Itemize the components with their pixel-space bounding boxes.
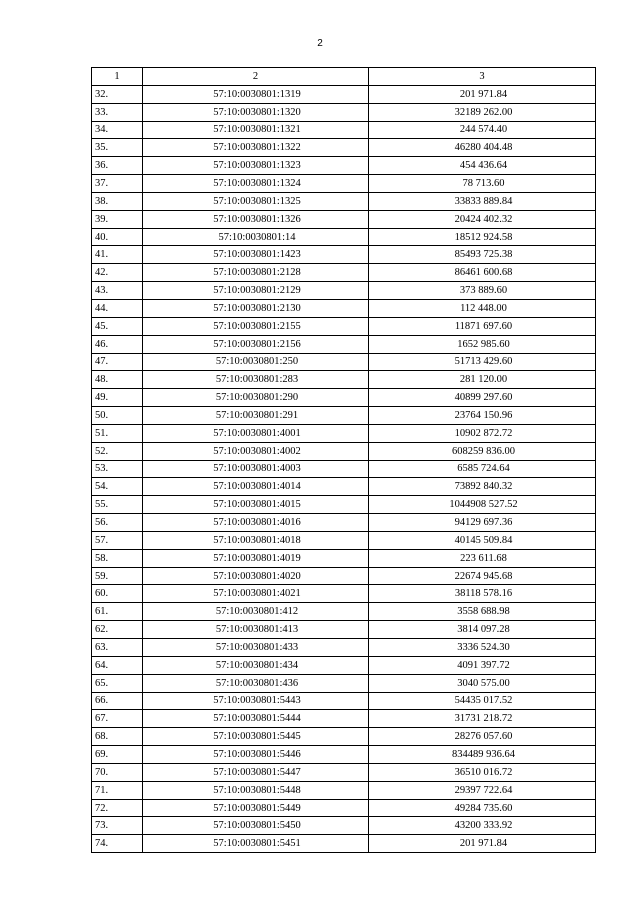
cadastral-number-cell: 57:10:0030801:412 [143, 603, 369, 621]
cadastral-value-cell: 32189 262.00 [369, 103, 596, 121]
cadastral-number-cell: 57:10:0030801:1320 [143, 103, 369, 121]
row-index-cell: 40. [92, 228, 143, 246]
cadastral-number-cell: 57:10:0030801:434 [143, 656, 369, 674]
row-index-cell: 41. [92, 246, 143, 264]
row-index-cell: 56. [92, 514, 143, 532]
row-index-cell: 37. [92, 175, 143, 193]
cadastral-number-cell: 57:10:0030801:291 [143, 407, 369, 425]
table-row [92, 371, 596, 389]
table-row [92, 210, 596, 228]
table-row [92, 656, 596, 674]
table-row [92, 228, 596, 246]
row-index-cell: 73. [92, 817, 143, 835]
table-row [92, 192, 596, 210]
cadastral-number-cell: 57:10:0030801:283 [143, 371, 369, 389]
cadastral-value-cell: 281 120.00 [369, 371, 596, 389]
table-row [92, 353, 596, 371]
table-row [92, 335, 596, 353]
row-index-cell: 38. [92, 192, 143, 210]
row-index-cell: 63. [92, 639, 143, 657]
row-index-cell: 58. [92, 549, 143, 567]
cadastral-value-cell: 36510 016.72 [369, 763, 596, 781]
table-row [92, 264, 596, 282]
row-index-cell: 34. [92, 121, 143, 139]
cadastral-number-cell: 57:10:0030801:4001 [143, 424, 369, 442]
cadastral-number-cell: 57:10:0030801:5447 [143, 763, 369, 781]
cadastral-number-cell: 57:10:0030801:1322 [143, 139, 369, 157]
cadastral-value-cell: 3040 575.00 [369, 674, 596, 692]
cadastral-number-cell: 57:10:0030801:4003 [143, 460, 369, 478]
table-row [92, 407, 596, 425]
row-index-cell: 61. [92, 603, 143, 621]
table-row [92, 799, 596, 817]
row-index-cell: 51. [92, 424, 143, 442]
cadastral-value-cell: 1044908 527.52 [369, 496, 596, 514]
table-row [92, 317, 596, 335]
cadastral-number-cell: 57:10:0030801:1326 [143, 210, 369, 228]
cadastral-value-cell: 46280 404.48 [369, 139, 596, 157]
row-index-cell: 62. [92, 621, 143, 639]
table-row [92, 175, 596, 193]
cadastral-number-cell: 57:10:0030801:5449 [143, 799, 369, 817]
row-index-cell: 71. [92, 781, 143, 799]
row-index-cell: 45. [92, 317, 143, 335]
row-index-cell: 64. [92, 656, 143, 674]
cadastral-number-cell: 57:10:0030801:5445 [143, 728, 369, 746]
cadastral-value-cell: 6585 724.64 [369, 460, 596, 478]
table-row [92, 692, 596, 710]
row-index-cell: 43. [92, 282, 143, 300]
row-index-cell: 60. [92, 585, 143, 603]
cadastral-value-cell: 244 574.40 [369, 121, 596, 139]
cadastral-number-cell: 57:10:0030801:14 [143, 228, 369, 246]
cadastral-value-cell: 11871 697.60 [369, 317, 596, 335]
row-index-cell: 52. [92, 442, 143, 460]
row-index-cell: 70. [92, 763, 143, 781]
row-index-cell: 48. [92, 371, 143, 389]
cadastral-value-cell: 28276 057.60 [369, 728, 596, 746]
cadastral-value-cell: 31731 218.72 [369, 710, 596, 728]
cadastral-value-cell: 38118 578.16 [369, 585, 596, 603]
table-row [92, 781, 596, 799]
cadastral-value-cell: 112 448.00 [369, 299, 596, 317]
cadastral-number-cell: 57:10:0030801:436 [143, 674, 369, 692]
table-row [92, 603, 596, 621]
table-row [92, 389, 596, 407]
cadastral-value-cell: 86461 600.68 [369, 264, 596, 282]
cadastral-value-table [91, 67, 596, 853]
cadastral-value-cell: 3336 524.30 [369, 639, 596, 657]
cadastral-value-cell: 201 971.84 [369, 835, 596, 853]
cadastral-number-cell: 57:10:0030801:413 [143, 621, 369, 639]
cadastral-value-cell: 43200 333.92 [369, 817, 596, 835]
row-index-cell: 46. [92, 335, 143, 353]
row-index-cell: 69. [92, 746, 143, 764]
table-row [92, 710, 596, 728]
cadastral-number-cell: 57:10:0030801:4021 [143, 585, 369, 603]
cadastral-number-cell: 57:10:0030801:5451 [143, 835, 369, 853]
cadastral-number-cell: 57:10:0030801:1324 [143, 175, 369, 193]
row-index-cell: 49. [92, 389, 143, 407]
cadastral-value-cell: 22674 945.68 [369, 567, 596, 585]
row-index-cell: 36. [92, 157, 143, 175]
table-row [92, 139, 596, 157]
table-row [92, 674, 596, 692]
cadastral-number-cell: 57:10:0030801:5444 [143, 710, 369, 728]
cadastral-number-cell: 57:10:0030801:4015 [143, 496, 369, 514]
table-header-row [92, 68, 596, 86]
cadastral-value-cell: 29397 722.64 [369, 781, 596, 799]
table-row [92, 460, 596, 478]
table-row [92, 835, 596, 853]
row-index-cell: 59. [92, 567, 143, 585]
cadastral-number-cell: 57:10:0030801:4014 [143, 478, 369, 496]
table-row [92, 514, 596, 532]
cadastral-number-cell: 57:10:0030801:1325 [143, 192, 369, 210]
cadastral-value-cell: 54435 017.52 [369, 692, 596, 710]
cadastral-value-cell: 94129 697.36 [369, 514, 596, 532]
table-row [92, 531, 596, 549]
table-row [92, 728, 596, 746]
table-row [92, 121, 596, 139]
table-row [92, 299, 596, 317]
cadastral-value-cell: 73892 840.32 [369, 478, 596, 496]
table-row [92, 817, 596, 835]
table-row [92, 424, 596, 442]
cadastral-number-cell: 57:10:0030801:5450 [143, 817, 369, 835]
cadastral-value-cell: 3814 097.28 [369, 621, 596, 639]
table-row [92, 549, 596, 567]
row-index-cell: 44. [92, 299, 143, 317]
table-row [92, 246, 596, 264]
cadastral-value-cell: 20424 402.32 [369, 210, 596, 228]
row-index-cell: 57. [92, 531, 143, 549]
row-index-cell: 39. [92, 210, 143, 228]
row-index-cell: 33. [92, 103, 143, 121]
cadastral-number-cell: 57:10:0030801:5443 [143, 692, 369, 710]
table-row [92, 639, 596, 657]
cadastral-number-cell: 57:10:0030801:433 [143, 639, 369, 657]
row-index-cell: 50. [92, 407, 143, 425]
cadastral-value-cell: 18512 924.58 [369, 228, 596, 246]
cadastral-value-cell: 78 713.60 [369, 175, 596, 193]
table-row [92, 496, 596, 514]
table-body [92, 85, 596, 852]
row-index-cell: 53. [92, 460, 143, 478]
row-index-cell: 47. [92, 353, 143, 371]
table-row [92, 282, 596, 300]
row-index-cell: 42. [92, 264, 143, 282]
row-index-cell: 72. [92, 799, 143, 817]
cadastral-number-cell: 57:10:0030801:1323 [143, 157, 369, 175]
cadastral-number-cell: 57:10:0030801:4016 [143, 514, 369, 532]
cadastral-value-cell: 23764 150.96 [369, 407, 596, 425]
row-index-cell: 66. [92, 692, 143, 710]
cadastral-number-cell: 57:10:0030801:1321 [143, 121, 369, 139]
cadastral-value-cell: 10902 872.72 [369, 424, 596, 442]
cadastral-number-cell: 57:10:0030801:4019 [143, 549, 369, 567]
row-index-cell: 68. [92, 728, 143, 746]
column-header-value: 3 [369, 68, 596, 86]
cadastral-number-cell: 57:10:0030801:2129 [143, 282, 369, 300]
table-row [92, 567, 596, 585]
cadastral-value-cell: 373 889.60 [369, 282, 596, 300]
column-header-cadastral-number: 2 [143, 68, 369, 86]
cadastral-number-cell: 57:10:0030801:5448 [143, 781, 369, 799]
row-index-cell: 74. [92, 835, 143, 853]
cadastral-value-cell: 1652 985.60 [369, 335, 596, 353]
cadastral-number-cell: 57:10:0030801:250 [143, 353, 369, 371]
cadastral-value-cell: 85493 725.38 [369, 246, 596, 264]
cadastral-value-cell: 51713 429.60 [369, 353, 596, 371]
cadastral-value-cell: 33833 889.84 [369, 192, 596, 210]
cadastral-number-cell: 57:10:0030801:290 [143, 389, 369, 407]
cadastral-number-cell: 57:10:0030801:1423 [143, 246, 369, 264]
row-index-cell: 54. [92, 478, 143, 496]
row-index-cell: 32. [92, 85, 143, 103]
column-header-index: 1 [92, 68, 143, 86]
cadastral-value-cell: 4091 397.72 [369, 656, 596, 674]
cadastral-number-cell: 57:10:0030801:4002 [143, 442, 369, 460]
cadastral-value-cell: 40145 509.84 [369, 531, 596, 549]
cadastral-number-cell: 57:10:0030801:2156 [143, 335, 369, 353]
table-row [92, 763, 596, 781]
row-index-cell: 65. [92, 674, 143, 692]
table-row [92, 478, 596, 496]
cadastral-number-cell: 57:10:0030801:5446 [143, 746, 369, 764]
cadastral-value-cell: 223 611.68 [369, 549, 596, 567]
cadastral-number-cell: 57:10:0030801:2130 [143, 299, 369, 317]
table-row [92, 442, 596, 460]
cadastral-number-cell: 57:10:0030801:2155 [143, 317, 369, 335]
table-row [92, 103, 596, 121]
table-row [92, 85, 596, 103]
row-index-cell: 55. [92, 496, 143, 514]
cadastral-value-cell: 834489 936.64 [369, 746, 596, 764]
cadastral-number-cell: 57:10:0030801:1319 [143, 85, 369, 103]
cadastral-value-cell: 3558 688.98 [369, 603, 596, 621]
cadastral-value-cell: 454 436.64 [369, 157, 596, 175]
cadastral-value-cell: 49284 735.60 [369, 799, 596, 817]
table-row [92, 621, 596, 639]
cadastral-number-cell: 57:10:0030801:4018 [143, 531, 369, 549]
cadastral-number-cell: 57:10:0030801:4020 [143, 567, 369, 585]
row-index-cell: 67. [92, 710, 143, 728]
cadastral-value-cell: 608259 836.00 [369, 442, 596, 460]
table-row [92, 157, 596, 175]
table-row [92, 746, 596, 764]
page-number: 2 [317, 38, 323, 49]
table-row [92, 585, 596, 603]
cadastral-number-cell: 57:10:0030801:2128 [143, 264, 369, 282]
cadastral-value-cell: 201 971.84 [369, 85, 596, 103]
row-index-cell: 35. [92, 139, 143, 157]
cadastral-value-cell: 40899 297.60 [369, 389, 596, 407]
